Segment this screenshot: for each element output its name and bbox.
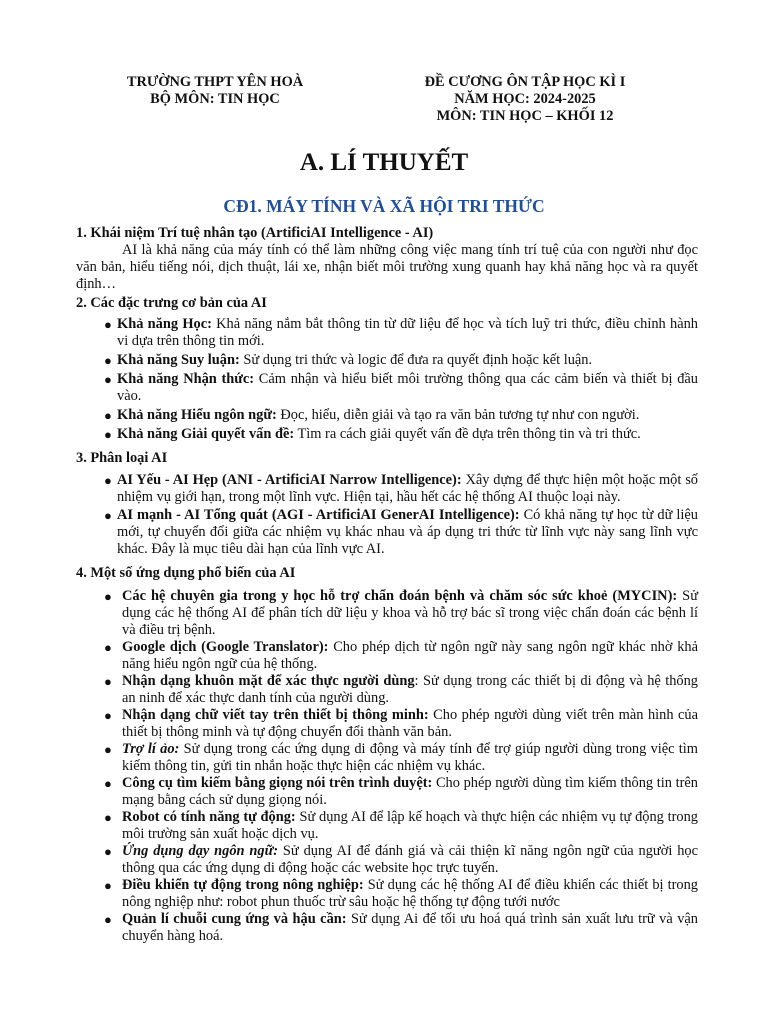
list-item — [76, 588, 698, 639]
bullet-icon: ● — [104, 372, 112, 387]
item-text: Sử dụng AI để lập kế hoạch và thực hiện các nhiệm vụ tự động trong môi trường sản xuất hoặc dịch vụ. — [122, 809, 698, 842]
item-text: Cho phép người dùng tìm kiếm thông tin trên mạng bằng cách sử dụng giọng nói. — [122, 775, 698, 808]
item-text: Cảm nhận và hiểu biết môi trường thông qua các cảm biến và thiết bị đầu vào. — [117, 371, 698, 404]
bullet-icon: ● — [104, 776, 112, 791]
list-item — [76, 371, 698, 405]
list-item — [76, 775, 698, 809]
subject-grade: MÔN: TIN HỌC – KHỐI 12 — [436, 108, 614, 124]
bullet-icon: ● — [104, 317, 112, 332]
section-4-heading: 4. Một số ứng dụng phổ biến của AI — [76, 565, 296, 581]
item-text: Cho phép dịch từ ngôn ngữ này sang ngôn ngữ khác nhờ khả năng hiểu ngôn ngữ của hệ thống. — [122, 639, 698, 672]
list-item — [76, 352, 698, 369]
list-item — [76, 426, 698, 443]
item-text: Sử dụng các hệ thống AI để phân tích dữ liệu y khoa và hỗ trợ bác sĩ trong việc chẩn đoán các bệnh lí và điều trị bệnh. — [122, 588, 698, 638]
section-1-paragraph — [76, 242, 698, 293]
department-name: BỘ MÔN: TIN HỌC — [150, 91, 280, 107]
item-term: Google dịch (Google Translator): — [122, 639, 329, 655]
school-year: NĂM HỌC: 2024-2025 — [454, 91, 596, 107]
ai-characteristics-list — [76, 316, 698, 443]
main-content — [76, 225, 698, 945]
item-text: Tìm ra cách giải quyết vấn đề dựa trên thông tin và tri thức. — [294, 426, 641, 442]
list-item — [76, 911, 698, 945]
list-item — [76, 639, 698, 673]
item-term: Điều khiển tự động trong nông nghiệp: — [122, 877, 364, 893]
item-text: Sử dụng các hệ thống AI để điều khiển các thiết bị trong nông nghiệp như: robot phun thuốc trừ sâu hoặc hệ thống tự động tưới nước — [122, 877, 698, 910]
ai-applications-list — [76, 588, 698, 945]
item-term: Trợ lí ảo: — [122, 741, 180, 757]
document-type: ĐỀ CƯƠNG ÔN TẬP HỌC KÌ I — [424, 74, 626, 90]
list-item — [76, 843, 698, 877]
item-term: Công cụ tìm kiếm bằng giọng nói trên trình duyệt: — [122, 775, 433, 791]
bullet-icon: ● — [104, 427, 112, 442]
item-term: Ứng dụng dạy ngôn ngữ: — [122, 843, 279, 859]
item-text: Sử dụng AI để đánh giá và cải thiện kĩ năng ngôn ngữ của người học thông qua các ứng dụng di động hoặc các website học trực tuyến. — [122, 843, 698, 876]
item-term: Khả năng Nhận thức: — [117, 371, 255, 387]
page-title: A. LÍ THUYẾT — [299, 149, 469, 176]
list-item — [76, 877, 698, 911]
item-term: AI mạnh - AI Tổng quát (AGI - ArtificiAI GenerAI Intelligence): — [117, 507, 520, 523]
list-item — [76, 407, 698, 424]
list-item — [76, 507, 698, 558]
bullet-icon: ● — [104, 473, 112, 488]
item-text: : Sử dụng trong các thiết bị di động và hệ thống an ninh để xác thực danh tính của người dùng. — [122, 673, 698, 706]
item-term: Robot có tính năng tự động: — [122, 809, 296, 825]
item-term: Quản lí chuỗi cung ứng và hậu cần: — [122, 911, 347, 927]
item-term: Khả năng Hiểu ngôn ngữ: — [117, 407, 277, 423]
bullet-icon: ● — [104, 912, 112, 927]
item-text: Khả năng nắm bắt thông tin từ dữ liệu để học và tích luỹ tri thức, điều chỉnh hành vi dựa trên thông tin mới. — [117, 316, 698, 349]
item-term: Khả năng Học: — [117, 316, 212, 332]
item-term: Nhận dạng chữ viết tay trên thiết bị thông minh: — [122, 707, 429, 723]
list-item — [76, 472, 698, 506]
bullet-icon: ● — [104, 708, 112, 723]
list-item — [76, 673, 698, 707]
bullet-icon: ● — [104, 674, 112, 689]
item-term: Khả năng Giải quyết vấn đề: — [117, 426, 295, 442]
item-term: Các hệ chuyên gia trong y học hỗ trợ chẩn đoán bệnh và chăm sóc sức khoẻ (MYCIN): — [122, 588, 678, 604]
section-1-text: AI là khả năng của máy tính có thể làm những công việc mang tính trí tuệ của con người như đọc văn bản, hiểu tiếng nói, dịch thuật, lái xe, nhận biết môi trường xung quanh hay khả năng học và ra quyết định… — [76, 242, 698, 292]
item-term: Khả năng Suy luận: — [117, 352, 240, 368]
school-header — [110, 74, 320, 108]
ai-types-list — [76, 472, 698, 558]
item-text: Đọc, hiểu, diễn giải và tạo ra văn bản tương tự như con người. — [276, 407, 640, 423]
school-name: TRƯỜNG THPT YÊN HOÀ — [126, 74, 304, 90]
section-3-heading: 3. Phân loại AI — [76, 450, 168, 466]
item-text: Sử dụng trong các ứng dụng di động và máy tính để trợ giúp người dùng trong việc tìm kiếm thông tin, gửi tin nhắn hoặc thực hiện các nhiệm vụ khác. — [122, 741, 698, 774]
list-item — [76, 316, 698, 350]
list-item — [76, 707, 698, 741]
section-2-heading: 2. Các đặc trưng cơ bản của AI — [76, 295, 267, 311]
bullet-icon: ● — [104, 878, 112, 893]
section-1-heading: 1. Khái niệm Trí tuệ nhân tạo (ArtificiAI Intelligence - AI) — [76, 225, 434, 241]
item-term: Nhận dạng khuôn mặt để xác thực người dùng — [122, 673, 415, 689]
exam-header — [380, 74, 670, 125]
list-item — [76, 809, 698, 843]
item-text: Xây dựng để thực hiện một hoặc một số nhiệm vụ giới hạn, trong một lĩnh vực. Hiện tại, hầu hết các hệ thống AI thuộc loại này. — [117, 472, 698, 505]
item-text: Cho phép người dùng viết trên màn hình của thiết bị thông minh và tự động chuyển đổi thành văn bản. — [122, 707, 698, 740]
chapter-title: CĐ1. MÁY TÍNH VÀ XÃ HỘI TRI THỨC — [223, 196, 545, 216]
item-text: Sử dụng Ai để tối ưu hoá quá trình sản xuất lưu trữ và vận chuyển hàng hoá. — [122, 911, 698, 944]
bullet-icon: ● — [104, 408, 112, 423]
bullet-icon: ● — [104, 810, 112, 825]
bullet-icon: ● — [104, 589, 112, 604]
item-term: AI Yếu - AI Hẹp (ANI - ArtificiAI Narrow Intelligence): — [117, 472, 462, 488]
list-item — [76, 741, 698, 775]
bullet-icon: ● — [104, 640, 112, 655]
bullet-icon: ● — [104, 508, 112, 523]
bullet-icon: ● — [104, 742, 112, 757]
item-text: Sử dụng tri thức và logic để đưa ra quyết định hoặc kết luận. — [239, 352, 593, 368]
bullet-icon: ● — [104, 353, 112, 368]
bullet-icon: ● — [104, 844, 112, 859]
item-text: Có khả năng tự học từ dữ liệu mới, tự chuyển đổi giữa các nhiệm vụ khác nhau và áp dụng tri thức từ lĩnh vực này sang lĩnh vực khác. Đây là mục tiêu dài hạn của lĩnh vực AI. — [117, 507, 698, 557]
